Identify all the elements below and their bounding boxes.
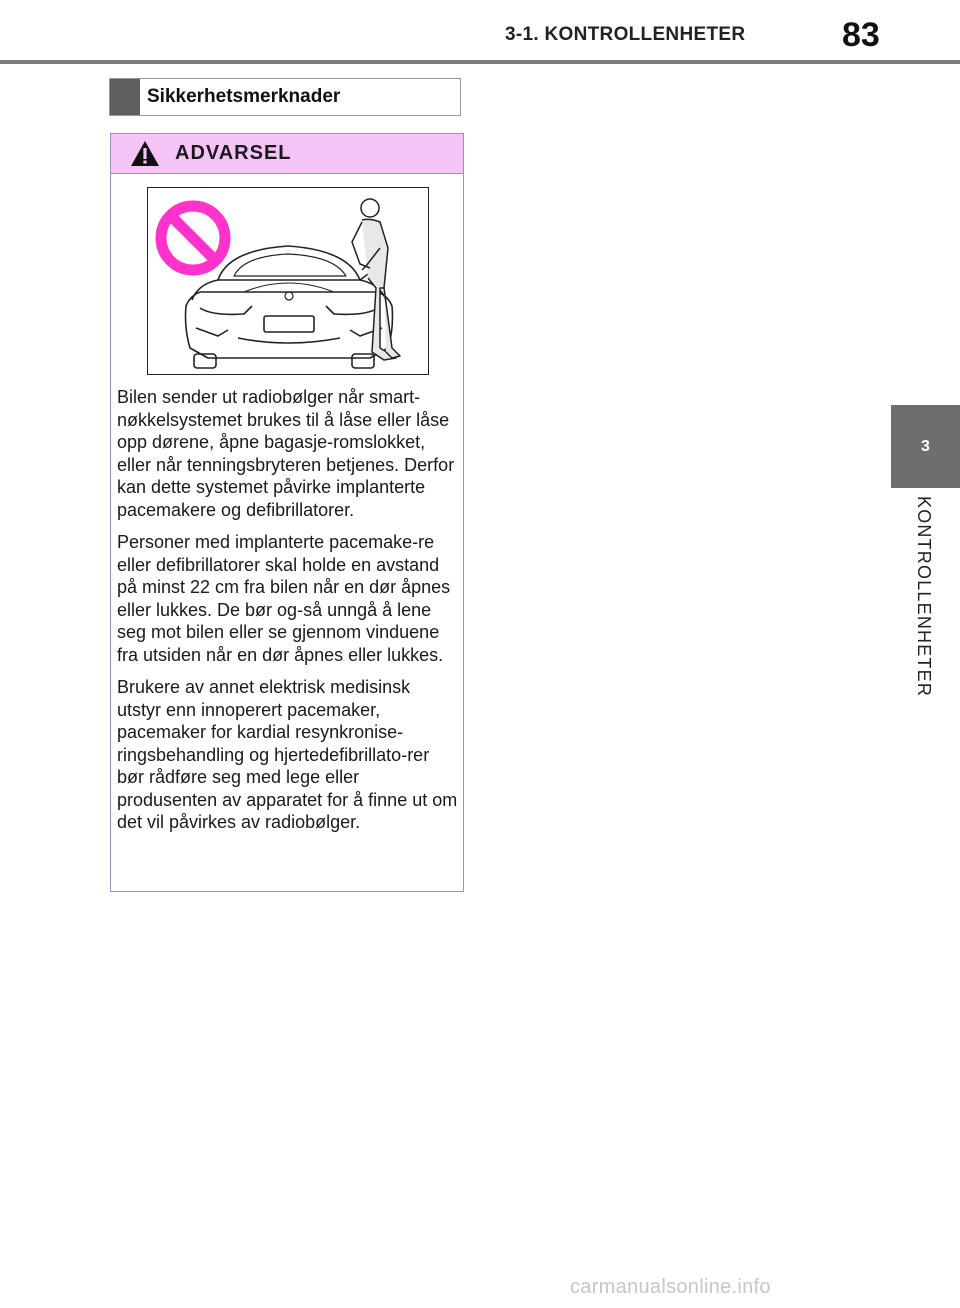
chapter-number: 3 (921, 437, 930, 455)
warning-label: ADVARSEL (175, 142, 292, 164)
watermark: carmanualsonline.info (570, 1276, 771, 1298)
page-number: 83 (842, 16, 880, 54)
chapter-tab[interactable] (891, 405, 960, 488)
prohibition-icon (161, 206, 225, 270)
car-illustration (148, 188, 428, 374)
section-heading-bar (110, 79, 140, 115)
warning-box (110, 133, 464, 892)
chapter-label (891, 492, 960, 722)
section-heading (109, 78, 461, 116)
header-title: 3-1. KONTROLLENHETER (505, 24, 746, 45)
section-heading-title: Sikkerhetsmerknader (147, 86, 341, 107)
warning-paragraph: Personer med implanterte pacemake-re eller defibrillatorer skal holde en avstand på minst 22 cm fra bilen når en dør åpnes eller lukkes. De bør og-så unngå å lene seg mot bilen eller se gjennom vinduene fra utsiden når en dør åpnes eller lukkes. (117, 532, 451, 665)
warning-paragraph: Bilen sender ut radiobølger når smart-nøkkelsystemet brukes til å låse eller låse opp dørene, åpne bagasje-romslokket, eller når tenningsbryteren betjenes. Derfor kan dette systemet påvirke implanterte pacemakere og defibrillatorer. (117, 387, 455, 520)
warning-body (117, 386, 459, 844)
warning-header (111, 134, 463, 174)
warning-paragraph: Brukere av annet elektrisk medisinsk utstyr enn innoperert pacemaker, pacemaker for kardial resynkronise-ringsbehandling og hjertedefibrillato-rer bør rådføre seg med lege eller produsenten av apparatet for å finne ut om det vil påvirkes av radiobølger. (117, 677, 458, 832)
header-rule (0, 60, 960, 64)
chapter-label-text: KONTROLLENHETER (914, 496, 934, 698)
illustration-frame (147, 187, 429, 375)
warning-triangle-icon (130, 140, 160, 167)
